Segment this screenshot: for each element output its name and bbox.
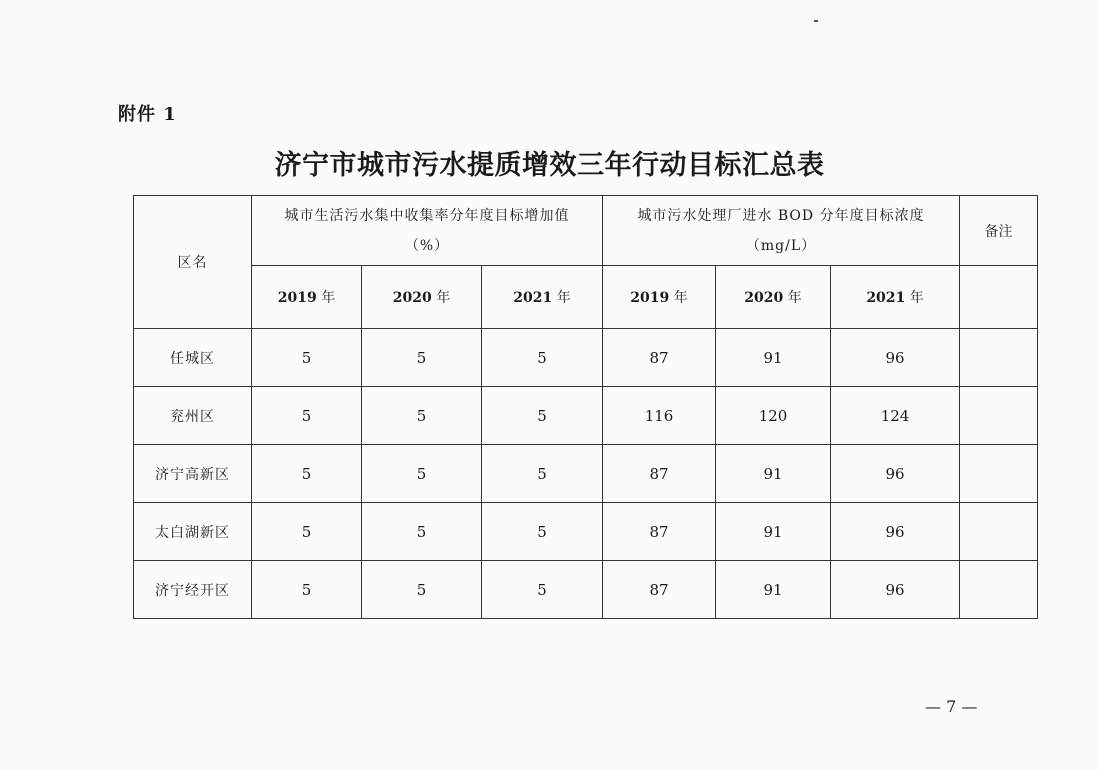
year-header bbox=[362, 266, 482, 329]
value-cell: 91 bbox=[716, 445, 831, 503]
header-row-years bbox=[134, 266, 1038, 329]
value-cell: 5 bbox=[252, 503, 362, 561]
value-cell: 87 bbox=[603, 561, 716, 619]
remark-cell bbox=[960, 503, 1038, 561]
value-cell: 5 bbox=[362, 329, 482, 387]
value-cell: 116 bbox=[603, 387, 716, 445]
remark-cell bbox=[960, 561, 1038, 619]
collection-rate-header bbox=[252, 196, 603, 266]
year-header bbox=[716, 266, 831, 329]
value-cell: 5 bbox=[362, 387, 482, 445]
value-cell: 96 bbox=[831, 503, 960, 561]
district-name: 太白湖新区 bbox=[134, 503, 252, 561]
year-value: 2019 bbox=[277, 290, 317, 306]
remarks-header: 备注 bbox=[960, 196, 1038, 266]
value-cell: 5 bbox=[482, 329, 603, 387]
page-title: 济宁市城市污水提质增效三年行动目标汇总表 bbox=[274, 150, 825, 181]
attachment-label: 附件 1 bbox=[118, 104, 177, 125]
year-suffix: 年 bbox=[321, 290, 336, 306]
value-cell: 5 bbox=[252, 329, 362, 387]
district-header: 区名 bbox=[134, 196, 252, 329]
bod-concentration-unit: （mg/L） bbox=[745, 237, 817, 254]
value-cell: 91 bbox=[716, 503, 831, 561]
year-suffix: 年 bbox=[787, 290, 802, 306]
value-cell: 87 bbox=[603, 445, 716, 503]
value-cell: 5 bbox=[362, 561, 482, 619]
year-value: 2021 bbox=[513, 290, 553, 306]
value-cell: 96 bbox=[831, 329, 960, 387]
value-cell: 5 bbox=[252, 445, 362, 503]
year-suffix: 年 bbox=[436, 290, 451, 306]
value-cell: 124 bbox=[831, 387, 960, 445]
year-suffix: 年 bbox=[909, 290, 924, 306]
remark-cell bbox=[960, 445, 1038, 503]
value-cell: 5 bbox=[362, 445, 482, 503]
year-suffix: 年 bbox=[673, 290, 688, 306]
target-summary-table bbox=[133, 195, 1038, 619]
value-cell: 91 bbox=[716, 561, 831, 619]
year-value: 2020 bbox=[744, 290, 784, 306]
bod-concentration-header bbox=[603, 196, 960, 266]
value-cell: 5 bbox=[362, 503, 482, 561]
table-row bbox=[134, 387, 1038, 445]
remark-cell bbox=[960, 387, 1038, 445]
remark-cell bbox=[960, 329, 1038, 387]
value-cell: 5 bbox=[252, 561, 362, 619]
year-header bbox=[482, 266, 603, 329]
table-body bbox=[134, 329, 1038, 619]
value-cell: 5 bbox=[252, 387, 362, 445]
value-cell: 5 bbox=[482, 445, 603, 503]
value-cell: 87 bbox=[603, 503, 716, 561]
value-cell: 120 bbox=[716, 387, 831, 445]
year-value: 2021 bbox=[866, 290, 906, 306]
district-name: 任城区 bbox=[134, 329, 252, 387]
table-row bbox=[134, 329, 1038, 387]
value-cell: 96 bbox=[831, 445, 960, 503]
table-row bbox=[134, 503, 1038, 561]
value-cell: 91 bbox=[716, 329, 831, 387]
value-cell: 96 bbox=[831, 561, 960, 619]
value-cell: 5 bbox=[482, 503, 603, 561]
collection-rate-label: 城市生活污水集中收集率分年度目标增加值 bbox=[284, 207, 570, 224]
district-name: 兖州区 bbox=[134, 387, 252, 445]
bod-concentration-label: 城市污水处理厂进水 BOD 分年度目标浓度 bbox=[637, 207, 925, 224]
district-name: 济宁经开区 bbox=[134, 561, 252, 619]
page-number: — 7 — bbox=[925, 697, 978, 716]
remarks-year-cell bbox=[960, 266, 1038, 329]
table-row bbox=[134, 561, 1038, 619]
district-name: 济宁高新区 bbox=[134, 445, 252, 503]
value-cell: 5 bbox=[482, 561, 603, 619]
scan-speck bbox=[814, 20, 818, 22]
table-row bbox=[134, 445, 1038, 503]
year-suffix: 年 bbox=[556, 290, 571, 306]
collection-rate-unit: （%） bbox=[404, 237, 450, 254]
header-row-1 bbox=[134, 196, 1038, 266]
value-cell: 5 bbox=[482, 387, 603, 445]
year-value: 2020 bbox=[392, 290, 432, 306]
year-header bbox=[831, 266, 960, 329]
year-value: 2019 bbox=[630, 290, 670, 306]
value-cell: 87 bbox=[603, 329, 716, 387]
year-header bbox=[252, 266, 362, 329]
year-header bbox=[603, 266, 716, 329]
